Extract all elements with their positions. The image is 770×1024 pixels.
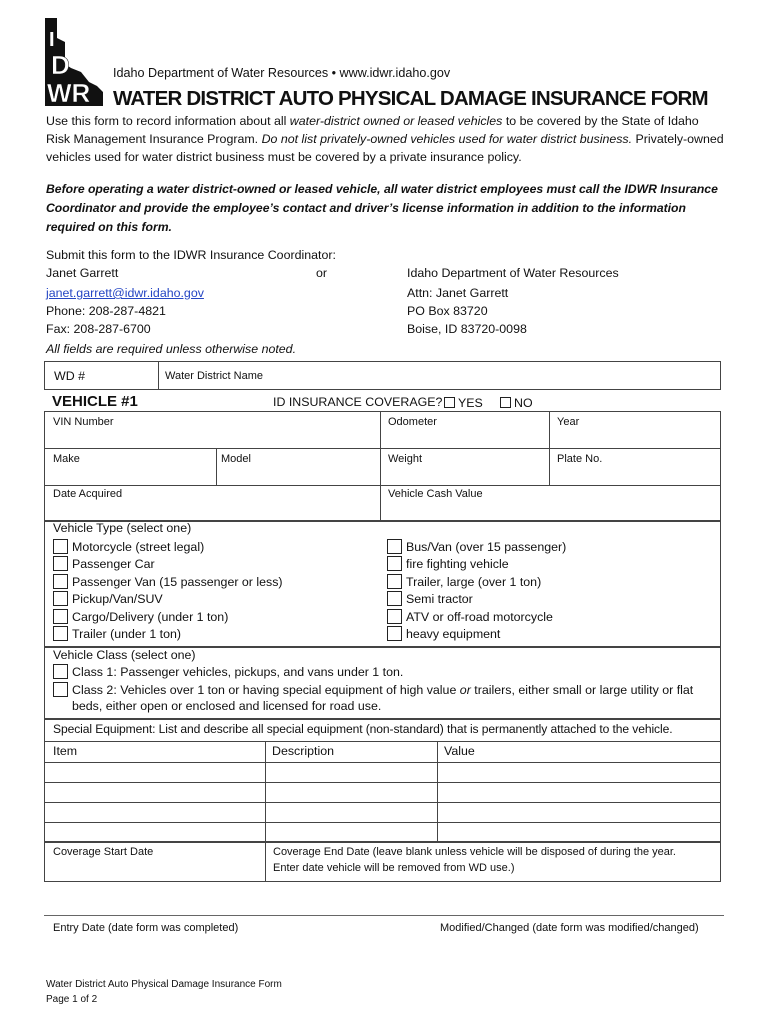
wd-number-field[interactable]: WD # [54,369,85,383]
idwr-logo [41,16,105,108]
column-header-item: Item [53,744,78,758]
address-line-3: PO Box 83720 [407,304,488,318]
vehicle-type-heading: Vehicle Type (select one) [53,521,192,535]
dept-line: Idaho Department of Water Resources • www.idwr.idaho.gov [113,66,451,80]
special-equipment-table [44,719,721,842]
address-line-4: Boise, ID 83720-0098 [407,322,527,336]
coverage-end-field[interactable]: Coverage End Date (leave blank unless vehicle will be disposed of during the year. Enter date vehicle will be removed from WD use.) [273,846,676,874]
coverage-question: ID INSURANCE COVERAGE? [273,395,443,409]
coverage-no-option[interactable]: NO [500,396,533,410]
column-header-description: Description [272,744,334,758]
coordinator-name: Janet Garrett [46,266,119,280]
vehicle-type-option[interactable]: heavy equipment [387,626,500,641]
coverage-yes-option[interactable]: YES [444,396,483,410]
form-title: WATER DISTRICT AUTO PHYSICAL DAMAGE INSURANCE FORM [113,87,708,110]
submit-heading: Submit this form to the IDWR Insurance Coordinator: [46,248,336,262]
vin-field[interactable]: VIN Number [53,416,114,428]
checkbox-icon[interactable] [387,609,402,624]
vehicle-info-grid [44,411,721,521]
vehicle-type-option[interactable]: Pickup/Van/SUV [53,591,163,606]
column-header-value: Value [444,744,475,758]
plate-field[interactable]: Plate No. [557,453,603,465]
vehicle-type-option[interactable]: Semi tractor [387,591,473,606]
coordinator-phone: Phone: 208-287-4821 [46,304,166,318]
checkbox-icon[interactable] [53,609,68,624]
or-text: or [316,266,328,280]
vehicle-type-option[interactable]: Trailer (under 1 ton) [53,626,181,641]
date-acquired-field[interactable]: Date Acquired [53,488,123,500]
model-field[interactable]: Model [221,453,251,465]
svg-text:D: D [51,50,70,80]
checkbox-icon[interactable] [53,556,68,571]
modified-date-field[interactable]: Modified/Changed (date form was modified/changed) [440,922,699,934]
address-line-1: Idaho Department of Water Resources [407,266,619,280]
weight-field[interactable]: Weight [388,453,423,465]
vehicle-type-option[interactable]: Bus/Van (over 15 passenger) [387,539,566,554]
vehicle-type-option[interactable]: fire fighting vehicle [387,556,509,571]
svg-text:I: I [49,29,55,51]
wd-row [44,361,721,390]
coverage-start-field[interactable]: Coverage Start Date [53,846,154,858]
coordinator-fax: Fax: 208-287-6700 [46,322,151,336]
checkbox-icon[interactable] [500,397,511,408]
special-equipment-heading: Special Equipment: List and describe all special equipment (non-standard) that is permanently attached to the vehicle. [53,722,673,736]
checkbox-icon[interactable] [53,591,68,606]
intro-paragraph: Use this form to record information about all water-district owned or leased vehicles to be covered by the State of Idaho Risk Management Insurance Program. Do not list privately-owned vehicles used for water district business. Privately-owned vehicles used for water district business must be covered by a private insurance policy. [46,114,724,165]
checkbox-icon[interactable] [53,539,68,554]
checkbox-icon[interactable] [53,574,68,589]
vehicle-type-option[interactable]: Trailer, large (over 1 ton) [387,574,541,589]
footer-form-name: Water District Auto Physical Damage Insurance Form [46,979,282,990]
coordinator-email-link[interactable]: janet.garrett@idwr.idaho.gov [46,286,204,300]
make-field[interactable]: Make [53,453,80,465]
checkbox-icon[interactable] [387,574,402,589]
vehicle-class-option-2[interactable]: Class 2: Vehicles over 1 ton or having special equipment of high value or trailers, either small or large utility or flat [53,682,693,697]
checkbox-icon[interactable] [387,591,402,606]
vehicle-type-option[interactable]: Passenger Car [53,556,155,571]
entry-date-field[interactable]: Entry Date (date form was completed) [53,922,239,934]
checkbox-icon[interactable] [53,664,68,679]
required-note: All fields are required unless otherwise noted. [46,342,297,356]
water-district-name-field[interactable]: Water District Name [165,370,263,382]
checkbox-icon[interactable] [53,626,68,641]
vehicle-class-option-1[interactable]: Class 1: Passenger vehicles, pickups, and vans under 1 ton. [53,664,403,679]
checkbox-icon[interactable] [387,556,402,571]
vehicle-type-option[interactable]: Passenger Van (15 passenger or less) [53,574,283,589]
year-field[interactable]: Year [557,416,580,428]
page-number: Page 1 of 2 [46,994,98,1005]
checkbox-icon[interactable] [387,626,402,641]
svg-text:WR: WR [47,78,91,108]
vehicle-type-option[interactable]: Motorcycle (street legal) [53,539,204,554]
checkbox-icon[interactable] [53,682,68,697]
address-line-2: Attn: Janet Garrett [407,286,509,300]
vehicle-heading: VEHICLE #1 [52,393,138,410]
checkbox-icon[interactable] [444,397,455,408]
vehicle-class-option-2-cont: beds, either open or enclosed and licensed for road use. [72,699,382,713]
checkbox-icon[interactable] [387,539,402,554]
vehicle-type-option[interactable]: Cargo/Delivery (under 1 ton) [53,609,228,624]
vehicle-class-heading: Vehicle Class (select one) [53,648,196,662]
cash-value-field[interactable]: Vehicle Cash Value [388,488,483,500]
vehicle-type-option[interactable]: ATV or off-road motorcycle [387,609,553,624]
warning-paragraph: Before operating a water district-owned or leased vehicle, all water district employees must call the IDWR Insurance Coordinator and provide the employee’s contact and driver’s license information in addition to the information required on this form. [46,182,718,235]
odometer-field[interactable]: Odometer [388,416,437,428]
